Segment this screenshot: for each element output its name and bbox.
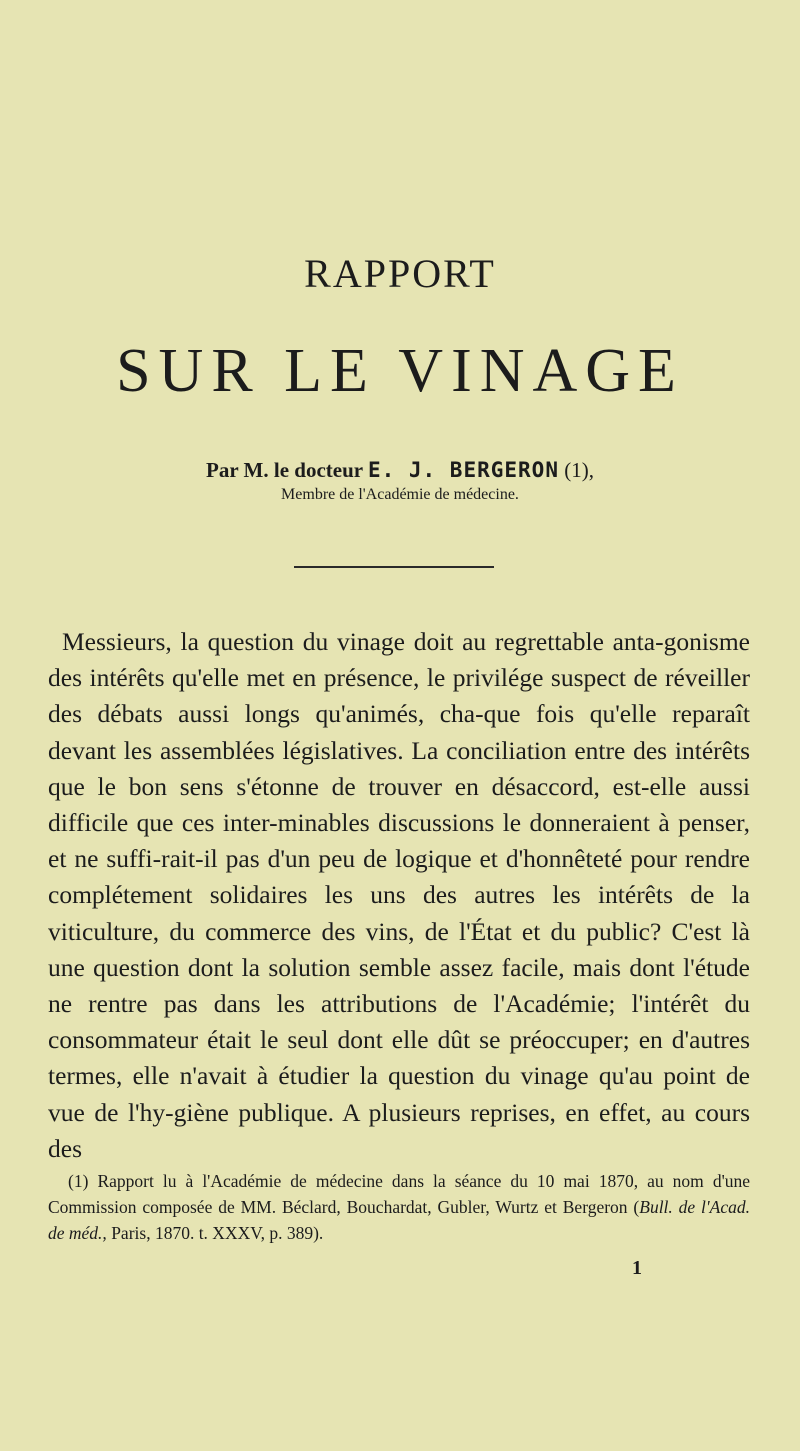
section-divider: [294, 566, 494, 568]
page-number: 1: [632, 1257, 642, 1279]
page-title: SUR LE VINAGE: [116, 337, 684, 405]
footnote-citation: Bull. de l'Acad. de méd.,: [48, 1197, 750, 1243]
footnote-text-end: Paris, 1870. t. XXXV, p. 389).: [106, 1223, 324, 1243]
author-prefix: Par M. le docteur: [206, 458, 363, 482]
footnote: [48, 1168, 750, 1246]
footnote-text: Rapport lu à l'Académie de médecine dans la séance du 10 mai 1870, au nom d'une Commission composée de MM. Béclard, Bouchardat, Gubler, Wurtz et Bergeron (: [48, 1171, 750, 1217]
footnote-marker: (1): [68, 1171, 89, 1191]
author-affiliation: Membre de l'Académie de médecine.: [281, 486, 519, 503]
body-paragraph: Messieurs, la question du vinage doit au regrettable anta-gonisme des intérêts qu'elle met en présence, le privilége suspect de réveiller des débats aussi longs qu'animés, cha-que fois qu'elle reparaît devant les assemblées législatives. La conciliation entre des intérêts que le bon sens s'étonne de trouver en désaccord, est-elle aussi difficile que ces inter-minables discussions le donneraient à penser, et ne suffi-rait-il pas d'un peu de logique et d'honnêteté pour rendre complétement solidaires les uns des autres les intérêts de la viticulture, du commerce des vins, de l'État et du public? C'est là une question dont la solution semble assez facile, mais dont l'étude ne rentre pas dans les attributions de l'Académie; l'intérêt du consommateur était le seul dont elle dût se préoccuper; en d'autres termes, elle n'avait à étudier la question du vinage qu'au point de vue de l'hy-giène publique. A plusieurs reprises, en effet, au cours des: [48, 627, 750, 1163]
author-name: E. J. BERGERON: [367, 458, 559, 482]
footnote-reference: (1),: [564, 458, 594, 482]
heading-rapport: RAPPORT: [304, 251, 496, 296]
author-line: [0, 458, 800, 483]
